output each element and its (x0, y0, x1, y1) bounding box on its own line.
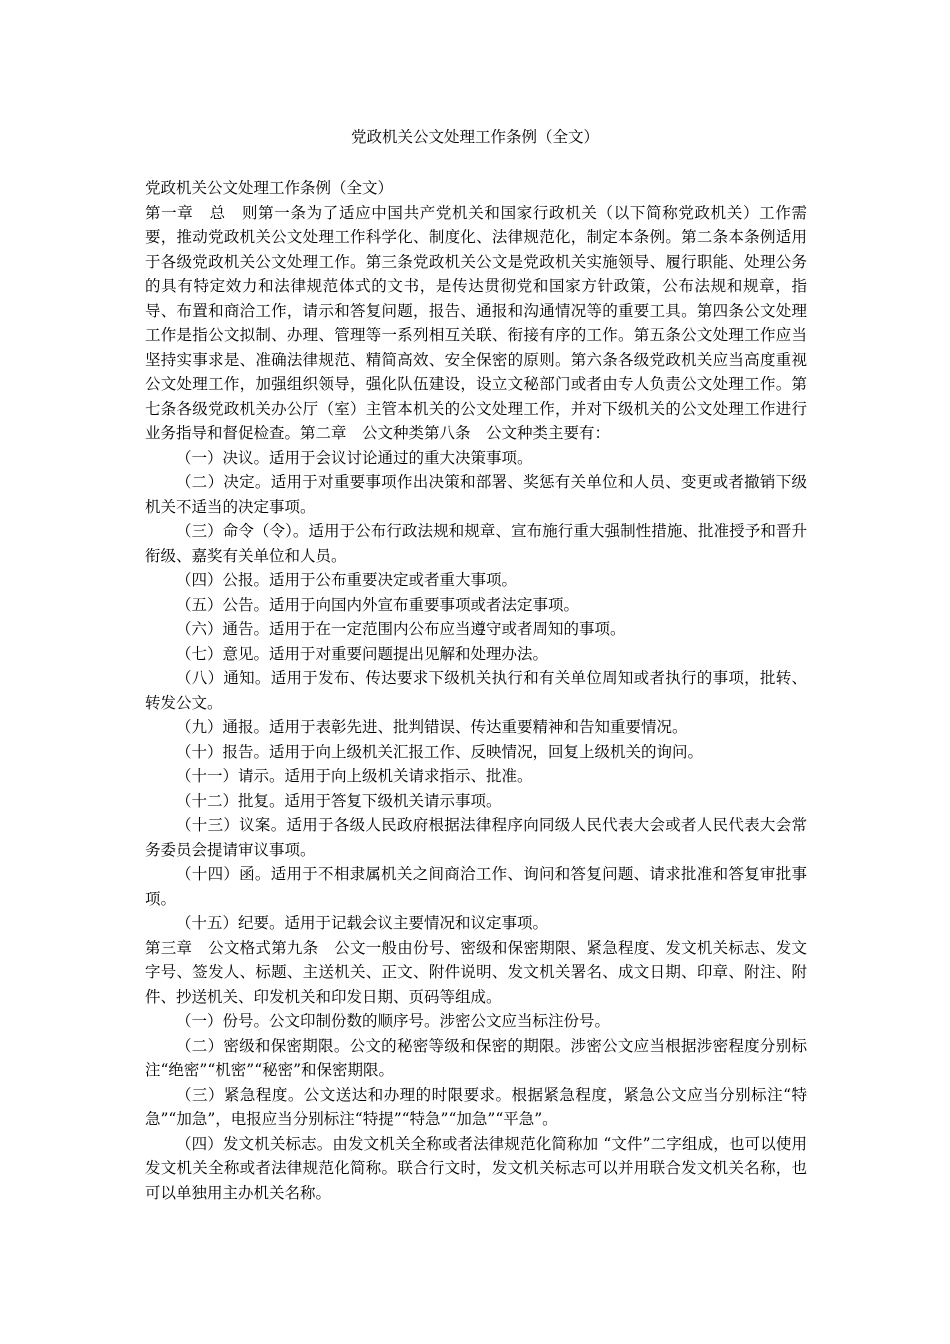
paragraph-format-2: （二）密级和保密期限。公文的秘密等级和保密的期限。涉密公文应当根据涉密程度分别标注“绝密”“机密”“秘密”和保密期限。 (145, 1036, 807, 1079)
paragraph-item-4: （四）公报。适用于公布重要决定或者重大事项。 (176, 571, 518, 589)
paragraph-item-3: （三）命令（令）。适用于公布行政法规和规章、宣布施行重大强制性措施、批准授予和晋升衔级、嘉奖有关单位和人员。 (145, 522, 807, 565)
paragraph-item-11: （十一）请示。适用于向上级机关请求指示、批准。 (176, 767, 533, 785)
paragraph-chapter-1: 第一章 总 则第一条为了适应中国共产党机关和国家行政机关（以下简称党政机关）工作需要，推动党政机关公文处理工作科学化、制度化、法律规范化，制定本条例。第二条本条例适用于各级党政机关公文处理工作。第三条党政机关公文是党政机关实施领导、履行职能、处理公务的具有特定效力和法律规范体式的文书，是传达贯彻党和国家方针政策，公布法规和规章，指导、布置和商洽工作，请示和答复问题，报告、通报和沟通情况等的重要工具。第四条公文处理工作是指公文拟制、办理、管理等一系列相互关联、衔接有序的工作。第五条公文处理工作应当坚持实事求是、准确法律规范、精简高效、安全保密的原则。第六条各级党政机关应当高度重视公文处理工作，加强组织领导，强化队伍建设，设立文秘部门或者由专人负责公文处理工作。第七条各级党政机关办公厅（室）主管本机关的公文处理工作，并对下级机关的公文处理工作进行业务指导和督促检查。第二章 公文种类第八条 公文种类主要有： (145, 203, 807, 442)
paragraph-item-5: （五）公告。适用于向国内外宣布重要事项或者法定事项。 (176, 595, 580, 614)
document-body (145, 176, 807, 1205)
paragraph-item-15: （十五）纪要。适用于记载会议主要情况和议定事项。 (176, 914, 549, 932)
paragraph-format-3: （三）紧急程度。公文送达和办理的时限要求。根据紧急程度，紧急公文应当分别标注“特急”“加急”，电报应当分别标注“特提”“特急”“加急”“平急”。 (145, 1085, 807, 1128)
paragraph-item-1: （一）决议。适用于会议讨论通过的重大决策事项。 (176, 448, 533, 467)
paragraph-item-14: （十四）函。适用于不相隶属机关之间商洽工作、询问和答复问题、请求批准和答复审批事项。 (145, 865, 807, 908)
paragraph-item-9: （九）通报。适用于表彰先进、批判错误、传达重要精神和告知重要情况。 (176, 718, 688, 736)
paragraph-item-10: （十）报告。适用于向上级机关汇报工作、反映情况，回复上级机关的询问。 (176, 742, 704, 761)
paragraph-item-6: （六）通告。适用于在一定范围内公布应当遵守或者周知的事项。 (176, 620, 626, 638)
paragraph-item-13: （十三）议案。适用于各级人民政府根据法律程序向同级人民代表大会或者人民代表大会常务委员会提请审议事项。 (145, 816, 807, 859)
paragraph-chapter-3: 第三章 公文格式第九条 公文一般由份号、密级和保密期限、紧急程度、发文机关标志、发文字号、签发人、标题、主送机关、正文、附件说明、发文机关署名、成文日期、印章、附注、附件、抄送机关、印发机关和印发日期、页码等组成。 (145, 938, 807, 1006)
paragraph-item-7: （七）意见。适用于对重要问题提出见解和处理办法。 (176, 644, 549, 663)
document-title: 党政机关公文处理工作条例（全文） (350, 128, 599, 146)
paragraph-item-8: （八）通知。适用于发布、传达要求下级机关执行和有关单位周知或者执行的事项，批转、转发公文。 (145, 669, 807, 712)
paragraph-item-12: （十二）批复。适用于答复下级机关请示事项。 (176, 791, 502, 810)
paragraph-format-4: （四）发文机关标志。由发文机关全称或者法律规范化简称加 “文件”二字组成，也可以使用发文机关全称或者法律规范化简称。联合行文时，发文机关标志可以并用联合发文机关名称，也可以单独用主办机关名称。 (145, 1134, 807, 1202)
paragraph-item-2: （二）决定。适用于对重要事项作出决策和部署、奖惩有关单位和人员、变更或者撤销下级机关不适当的决定事项。 (145, 473, 807, 516)
body-heading: 党政机关公文处理工作条例（全文） (145, 179, 394, 197)
paragraph-format-1: （一）份号。公文印制份数的顺序号。涉密公文应当标注份号。 (176, 1012, 611, 1030)
